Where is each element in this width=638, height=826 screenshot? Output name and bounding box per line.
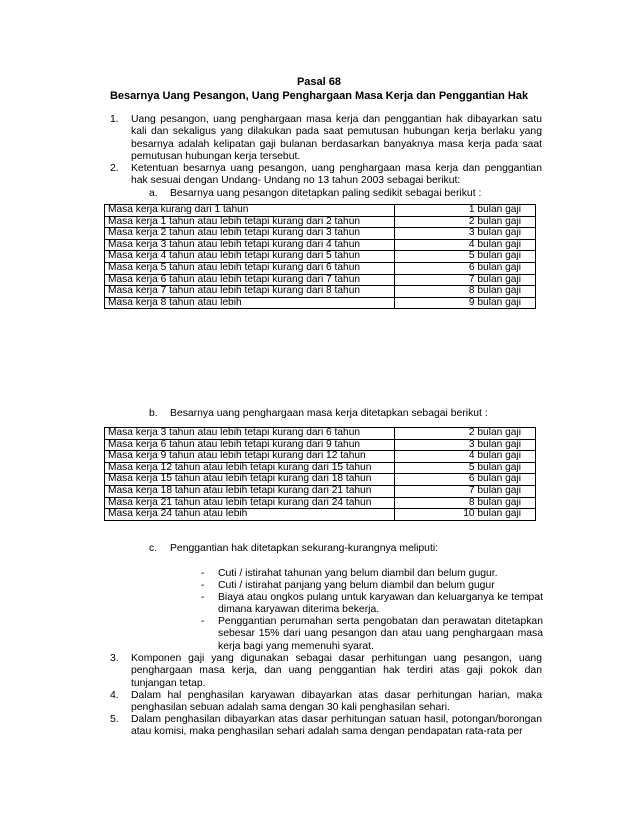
service-award-table (104, 427, 536, 521)
item-3-text: Komponen gaji yang digunakan sebagai dasar perhitungan uang pesangon, uang penghargaan masa kerja, dan uang penggantian hak terdiri atas gaji pokok dan tunjangan tetap. (131, 653, 542, 689)
table-row (105, 239, 536, 251)
section-b-text: Besarnya uang penghargaan masa kerja ditetapkan sebagai berikut : (170, 408, 488, 419)
table-row (105, 274, 536, 286)
pay-amount-cell: 4 bulan gaji (394, 451, 535, 463)
section-a-text: Besarnya uang pesangon ditetapkan paling sedikit sebagai berikut : (170, 188, 482, 199)
service-period-cell: Masa kerja 12 tahun atau lebih tetapi kurang dari 15 tahun (105, 462, 395, 474)
item-5-number: 5. (110, 714, 119, 725)
pay-amount-cell: 8 bulan gaji (394, 497, 535, 509)
section-a-label: a. (149, 188, 158, 199)
pay-amount-cell: 3 bulan gaji (394, 439, 535, 451)
pay-amount-cell: 1 bulan gaji (394, 205, 535, 217)
table-row (105, 228, 536, 240)
service-period-cell: Masa kerja 21 tahun atau lebih tetapi kurang dari 24 tahun (105, 497, 395, 509)
item-4-number: 4. (110, 690, 119, 701)
pay-amount-cell: 5 bulan gaji (394, 462, 535, 474)
section-c-text: Penggantian hak ditetapkan sekurang-kurangnya meliputi: (170, 543, 439, 554)
service-period-cell: Masa kerja 9 tahun atau lebih tetapi kurang dari 12 tahun (105, 451, 395, 463)
service-period-cell: Masa kerja 3 tahun atau lebih tetapi kurang dari 4 tahun (105, 239, 395, 251)
table-row (105, 485, 536, 497)
table-row (105, 474, 536, 486)
table-row (105, 428, 536, 440)
pay-amount-cell: 8 bulan gaji (394, 286, 535, 298)
pay-amount-cell: 6 bulan gaji (394, 474, 535, 486)
service-period-cell: Masa kerja 3 tahun atau lebih tetapi kurang dari 6 tahun (105, 428, 395, 440)
service-period-cell: Masa kerja 6 tahun atau lebih tetapi kurang dari 9 tahun (105, 439, 395, 451)
bullet-item: Biaya atau ongkos pulang untuk karyawan dan keluarganya ke tempat dimana karyawan diterima bekerja. (218, 592, 543, 616)
table-row (105, 286, 536, 298)
table-row (105, 497, 536, 509)
bullet-item: Cuti / istirahat panjang yang belum diambil dan belum gugur (218, 580, 495, 591)
table-row (105, 205, 536, 217)
service-period-cell: Masa kerja 6 tahun atau lebih tetapi kurang dari 7 tahun (105, 274, 395, 286)
service-period-cell: Masa kerja 18 tahun atau lebih tetapi kurang dari 21 tahun (105, 485, 395, 497)
pay-amount-cell: 7 bulan gaji (394, 485, 535, 497)
section-b-label: b. (149, 408, 158, 419)
service-period-cell: Masa kerja kurang dari 1 tahun (105, 205, 395, 217)
section-c-label: c. (149, 543, 158, 554)
bullet-dash: - (201, 592, 205, 603)
pay-amount-cell: 4 bulan gaji (394, 239, 535, 251)
service-period-cell: Masa kerja 24 tahun atau lebih (105, 509, 395, 521)
pay-amount-cell: 6 bulan gaji (394, 262, 535, 274)
service-period-cell: Masa kerja 15 tahun atau lebih tetapi kurang dari 18 tahun (105, 474, 395, 486)
table-row (105, 509, 536, 521)
bullet-dash: - (201, 580, 205, 591)
bullet-item: Penggantian perumahan serta pengobatan dan perawatan ditetapkan sebesar 15% dari uang pesangon dan atau uang penghargaan masa kerja bagi yang memenuhi syarat. (218, 616, 543, 652)
item-4-text: Dalam hal penghasilan karyawan dibayarkan atas dasar perhitungan harian, maka penghasilan sebuan adalah sama dengan 30 kali penghasilan sehari. (131, 690, 542, 714)
article-number: Pasal 68 (296, 76, 342, 88)
table-row (105, 439, 536, 451)
service-period-cell: Masa kerja 7 tahun atau lebih tetapi kurang dari 8 tahun (105, 286, 395, 298)
bullet-dash: - (201, 568, 205, 579)
pay-amount-cell: 2 bulan gaji (394, 428, 535, 440)
item-3-number: 3. (110, 653, 119, 664)
table-row (105, 297, 536, 309)
pay-amount-cell: 10 bulan gaji (394, 509, 535, 521)
item-5-text: Dalam penghasilan dibayarkan atas dasar perhitungan satuan hasil, potongan/borongan atau komisi, maka penghasilan sehari adalah sama dengan pendapatan rata-rata per (131, 714, 542, 738)
item-1-number: 1. (110, 114, 119, 125)
table-row (105, 216, 536, 228)
bullet-item: Cuti / istirahat tahunan yang belum diambil dan belum gugur. (218, 568, 498, 579)
table-row (105, 451, 536, 463)
service-period-cell: Masa kerja 5 tahun atau lebih tetapi kurang dari 6 tahun (105, 262, 395, 274)
table-row (105, 462, 536, 474)
pay-amount-cell: 2 bulan gaji (394, 216, 535, 228)
pay-amount-cell: 3 bulan gaji (394, 228, 535, 240)
bullet-dash: - (201, 616, 205, 627)
service-period-cell: Masa kerja 8 tahun atau lebih (105, 297, 395, 309)
pay-amount-cell: 7 bulan gaji (394, 274, 535, 286)
item-1-text: Uang pesangon, uang penghargaan masa kerja dan penggantian hak dibayarkan satu kali dan sekaligus yang dilakukan pada saat pemutusan hubungan kerja berlaku yang besarnya adalah kelipatan gaji bulanan berdasarkan banyaknya masa kerja pada saat pemutusan hubungan kerja tersebut. (131, 114, 542, 162)
pay-amount-cell: 9 bulan gaji (394, 297, 535, 309)
service-period-cell: Masa kerja 2 tahun atau lebih tetapi kurang dari 3 tahun (105, 228, 395, 240)
pay-amount-cell: 5 bulan gaji (394, 251, 535, 263)
table-row (105, 262, 536, 274)
item-2-text: Ketentuan besarnya uang pesangon, uang penghargaan masa kerja dan penggantian hak sesuai dengan Undang- Undang no 13 tahun 2003 sebagai berikut: (131, 163, 542, 187)
service-period-cell: Masa kerja 1 tahun atau lebih tetapi kurang dari 2 tahun (105, 216, 395, 228)
severance-pay-table (104, 204, 536, 309)
service-period-cell: Masa kerja 4 tahun atau lebih tetapi kurang dari 5 tahun (105, 251, 395, 263)
item-2-number: 2. (110, 163, 119, 174)
table-row (105, 251, 536, 263)
article-title: Besarnya Uang Pesangon, Uang Penghargaan Masa Kerja dan Penggantian Hak (109, 90, 529, 102)
